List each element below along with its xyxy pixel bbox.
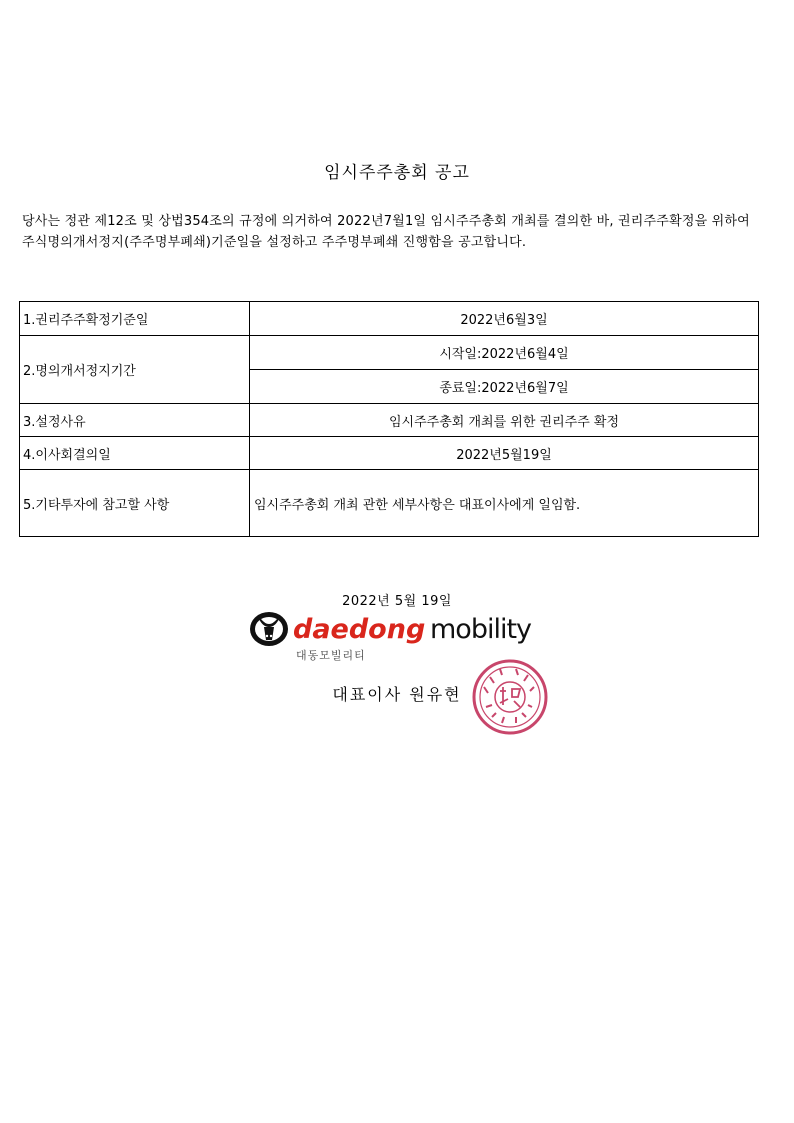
suspension-period-label: 2.명의개서정지기간 [20, 336, 250, 404]
notice-intro-paragraph: 당사는 정관 제12조 및 상법354조의 규정에 의거하여 2022년7월1일 임시주주총회 개최를 결의한 바, 권리주주확정을 위하여 주식명의개서정지(주주명부폐쇄)기준일을 설정하고 주주명부폐쇄 진행함을 공고합니다. [22, 214, 750, 250]
board-resolution-date-value: 2022년5월19일 [250, 437, 759, 470]
notice-date: 2022년 5월 19일 [342, 594, 452, 609]
notice-info-table [19, 301, 759, 537]
record-date-value: 2022년6월3일 [250, 302, 759, 336]
table-row-suspension-start [20, 336, 759, 370]
record-date-label: 1.권리주주확정기준일 [20, 302, 250, 336]
logo-text-daedong: daedong [293, 614, 426, 645]
logo-korean-name: 대동모빌리티 [296, 649, 366, 662]
other-matters-label: 5.기타투자에 참고할 사항 [20, 470, 250, 537]
company-seal-icon [470, 657, 550, 737]
table-row-other [20, 470, 759, 537]
bull-emblem-icon [250, 612, 288, 646]
ceo-name: 대표이사 원유현 [332, 685, 462, 704]
table-row-record-date [20, 302, 759, 336]
notice-title: 임시주주총회 공고 [324, 163, 470, 183]
table-row-reason [20, 404, 759, 437]
reason-value: 임시주주총회 개최를 위한 권리주주 확정 [250, 404, 759, 437]
daedong-mobility-logo [249, 609, 539, 649]
reason-label: 3.설정사유 [20, 404, 250, 437]
table-row-board-date [20, 437, 759, 470]
suspension-end-value: 종료일:2022년6월7일 [250, 370, 759, 404]
suspension-start-value: 시작일:2022년6월4일 [250, 336, 759, 370]
board-resolution-date-label: 4.이사회결의일 [20, 437, 250, 470]
logo-text-mobility: mobility [430, 614, 532, 645]
other-matters-value: 임시주주총회 개최 관한 세부사항은 대표이사에게 일임함. [250, 470, 759, 537]
